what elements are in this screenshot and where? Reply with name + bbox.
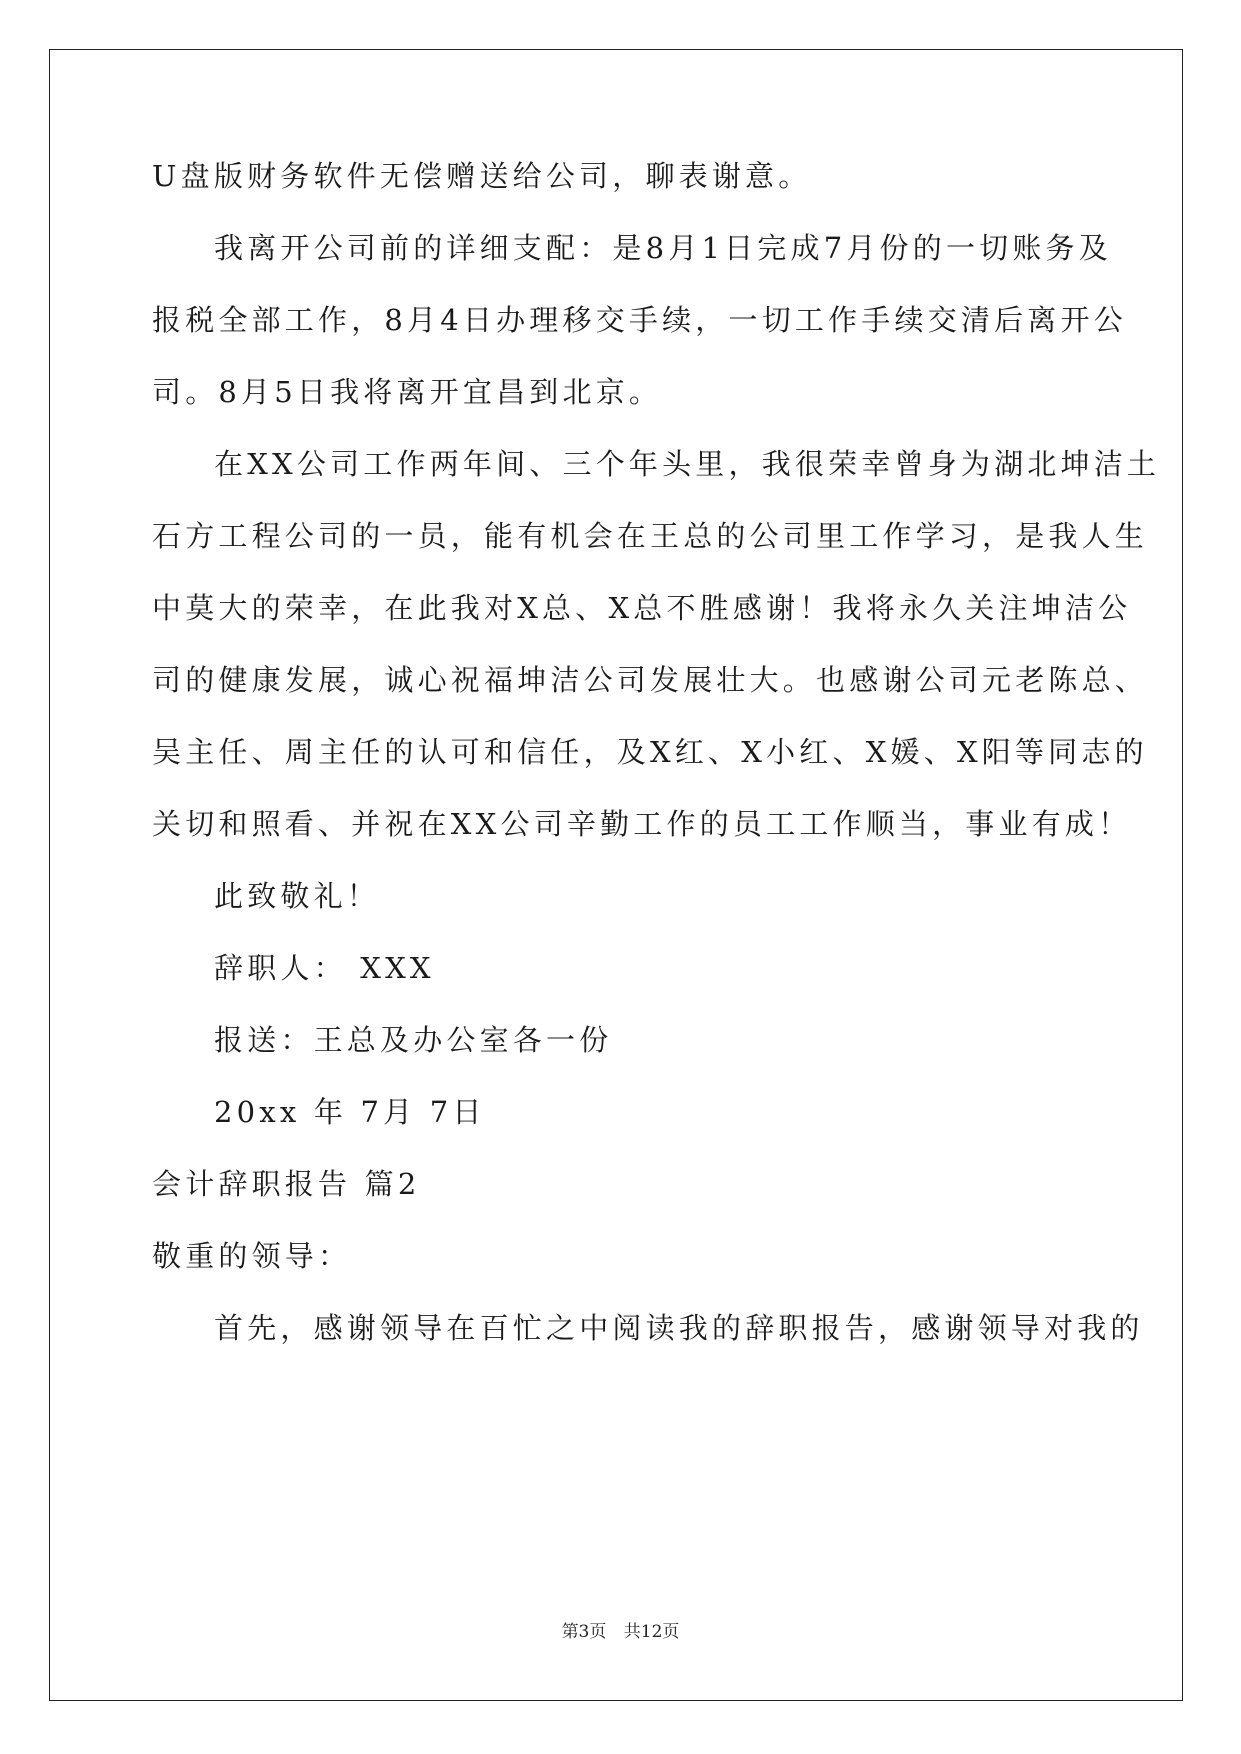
body-line: 中莫大的荣幸，在此我对X总、X总不胜感谢！我将永久关注坤洁公 [152, 591, 1132, 625]
page-number: 第3页 [561, 1622, 607, 1642]
page-total: 共12页 [623, 1622, 680, 1642]
body-line: 司。8月5日我将离开宜昌到北京。 [152, 375, 663, 409]
section-heading: 会计辞职报告 篇2 [152, 1167, 421, 1201]
page-footer [0, 1617, 1241, 1642]
body-line: 石方工程公司的一员，能有机会在王总的公司里工作学习，是我人生 [152, 519, 1149, 553]
body-line: 关切和照看、并祝在XX公司辛勤工作的员工工作顺当，事业有成！ [152, 807, 1132, 841]
body-line: 首先，感谢领导在百忙之中阅读我的辞职报告，感谢领导对我的 [214, 1311, 1144, 1345]
body-line: 司的健康发展，诚心祝福坤洁公司发展壮大。也感谢公司元老陈总、 [152, 663, 1149, 697]
date-line: 20xx 年 7月 7日 [214, 1095, 486, 1129]
body-line: 吴主任、周主任的认可和信任，及X红、X小红、X媛、X阳等同志的 [152, 735, 1148, 769]
body-line: 报税全部工作，8月4日办理移交手续，一切工作手续交清后离开公 [152, 303, 1127, 337]
body-line: U盘版财务软件无偿赠送给公司，聊表谢意。 [152, 159, 812, 193]
body-line: 在XX公司工作两年间、三个年头里，我很荣幸曾身为湖北坤洁土 [214, 447, 1161, 481]
greeting-line: 敬重的领导： [152, 1239, 352, 1273]
page-border [49, 49, 1183, 1701]
body-line: 我离开公司前的详细支配：是8月1日完成7月份的一切账务及 [214, 231, 1112, 265]
copy-to-line: 报送：王总及办公室各一份 [214, 1023, 613, 1057]
closing-salutation: 此致敬礼！ [214, 879, 381, 913]
signatory-line: 辞职人： XXX [214, 951, 435, 985]
